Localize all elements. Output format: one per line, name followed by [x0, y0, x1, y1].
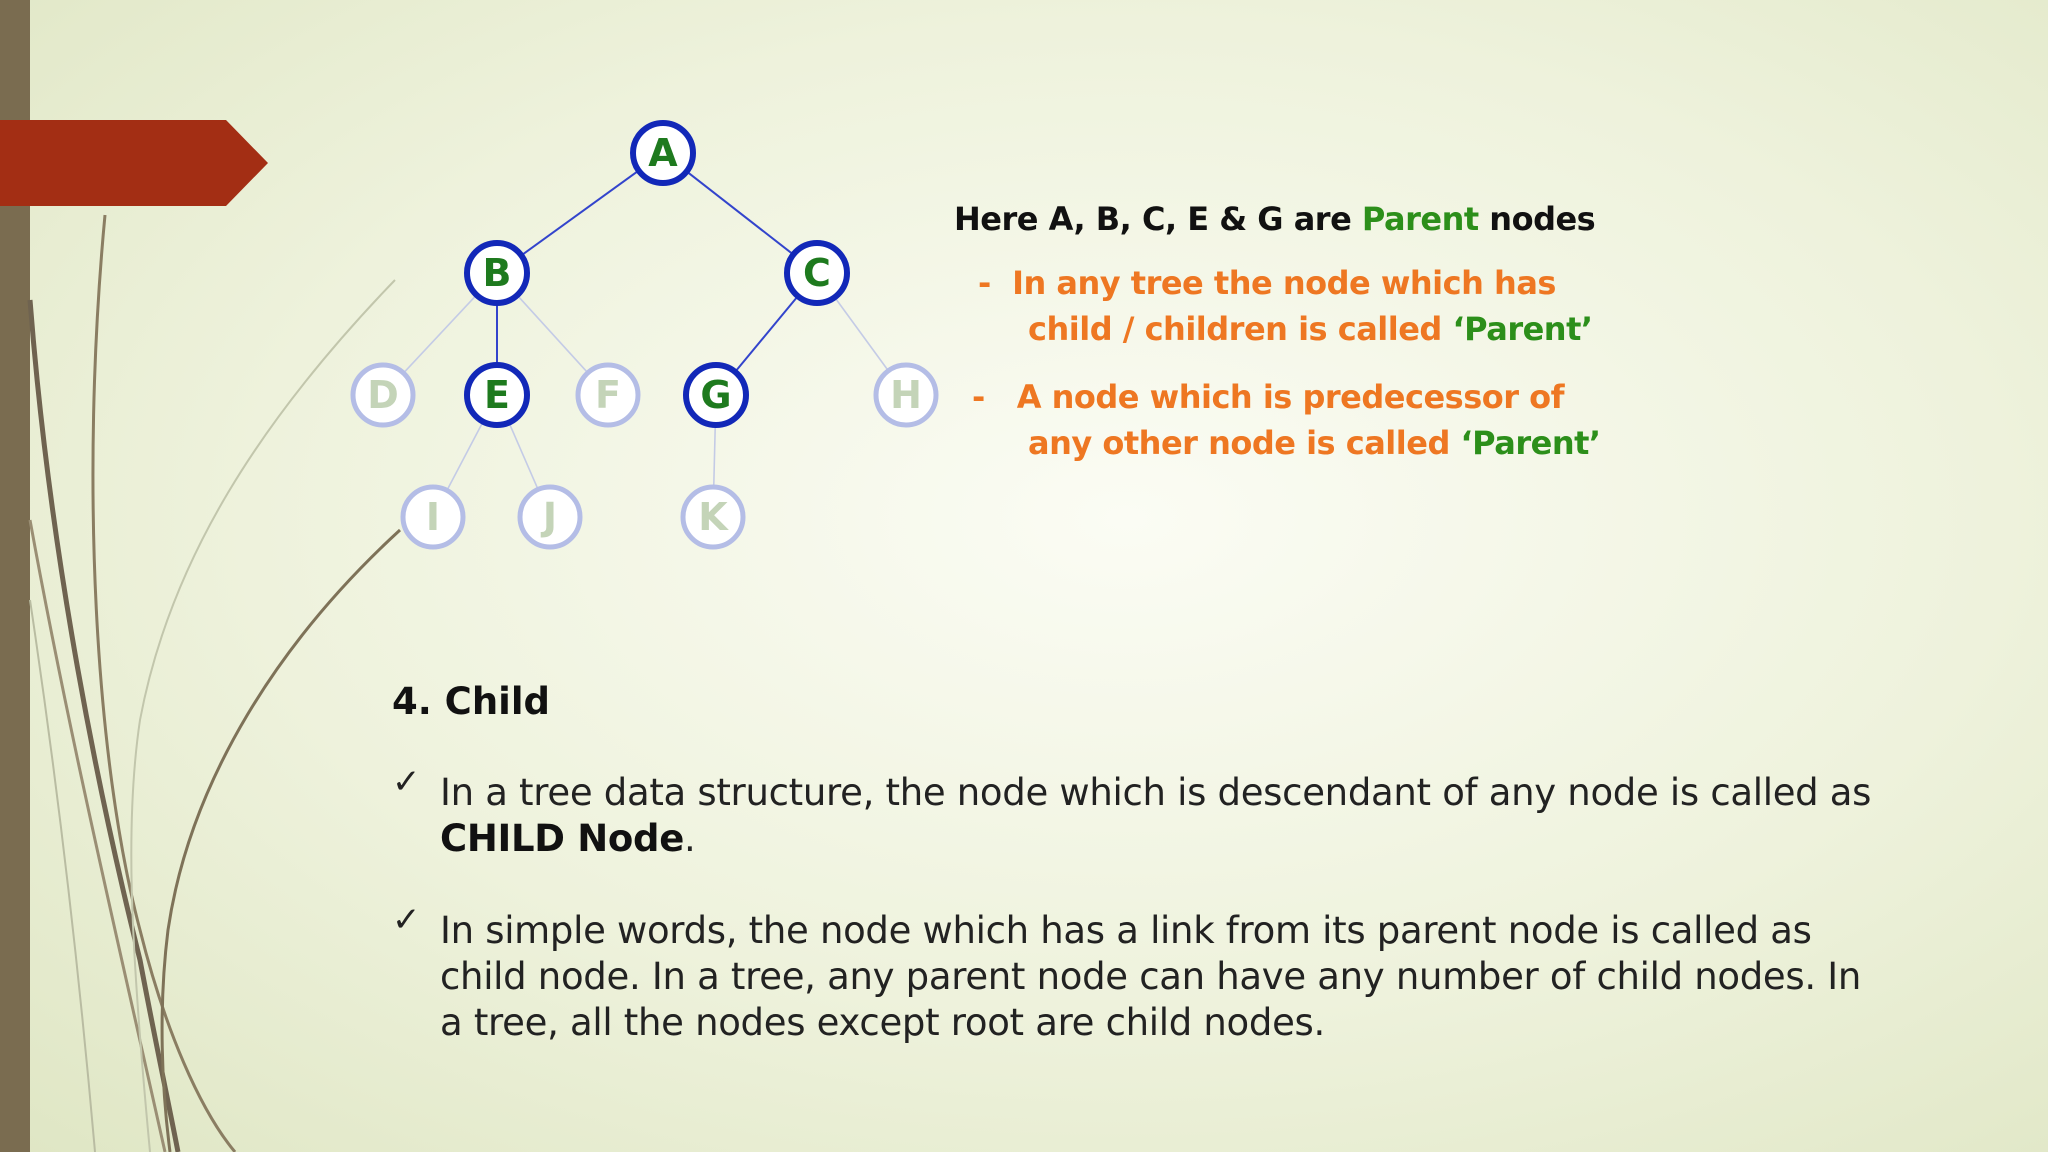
- point1-bold: CHILD Node: [440, 817, 685, 860]
- tree-node-label: E: [484, 373, 510, 417]
- point2-text: In simple words, the node which has a link from its parent node is called as child node. In a tree, any parent node can have any number of child nodes. In a tree, all the nodes except root are child nodes.: [440, 909, 1862, 1044]
- tree-node-c: [787, 243, 847, 303]
- point1-end: .: [684, 817, 696, 860]
- tree-edge-a-b: [521, 171, 638, 256]
- tree-edge-b-d: [403, 295, 476, 373]
- tree-node-j: [520, 487, 580, 547]
- bullet1-line1: [978, 260, 1654, 306]
- tree-edge-e-i: [447, 422, 483, 491]
- tree-node-label: J: [542, 495, 558, 539]
- point1-body: In a tree data structure, the node which is descendant of any node is called as: [440, 771, 1872, 814]
- bullet2-dash: -: [972, 378, 985, 416]
- tree-node-label: G: [700, 373, 732, 417]
- tree-node-label: F: [595, 373, 621, 417]
- bullet1-line1-text: In any tree the node which has: [1012, 264, 1556, 302]
- caption-heading-suffix: nodes: [1478, 200, 1596, 238]
- tree-node-label: A: [648, 131, 678, 175]
- tree-node-label: B: [482, 251, 512, 295]
- tree-node-label: H: [890, 373, 922, 417]
- tree-edge-e-j: [509, 423, 538, 490]
- checkmark-icon: ✓: [392, 762, 421, 802]
- tree-edges: [403, 171, 888, 491]
- tree-node-f: [578, 365, 638, 425]
- tree-node-label: C: [803, 251, 831, 295]
- tree-node-h: [876, 365, 936, 425]
- caption-bullet-2: [954, 374, 1654, 466]
- tree-edge-c-g: [735, 296, 798, 372]
- tree-node-g: [686, 365, 746, 425]
- bullet1-highlight: ‘Parent’: [1452, 310, 1593, 348]
- bullet2-line2: [972, 420, 1654, 466]
- bullet2-line1-text: A node which is predecessor of: [1016, 378, 1565, 416]
- bullet2-highlight: ‘Parent’: [1460, 424, 1601, 462]
- tree-node-label: D: [367, 373, 399, 417]
- parent-caption: [954, 200, 1654, 466]
- caption-heading-highlight: Parent: [1361, 200, 1479, 238]
- tree-edge-g-k: [714, 425, 716, 487]
- caption-heading: [954, 200, 1654, 238]
- child-point-2: [392, 900, 1892, 1046]
- tree-node-d: [353, 365, 413, 425]
- tree-node-b: [467, 243, 527, 303]
- tree-node-label: I: [425, 495, 441, 539]
- tree-edge-b-f: [517, 295, 588, 373]
- bullet2-line1: [972, 374, 1654, 420]
- checkmark-icon: ✓: [392, 900, 421, 940]
- caption-heading-prefix: Here A, B, C, E & G are: [954, 200, 1362, 238]
- tree-edge-a-c: [687, 171, 794, 254]
- tree-node-label: K: [698, 495, 728, 539]
- caption-bullet-1: [954, 260, 1654, 352]
- tree-nodes: [353, 123, 936, 547]
- tree-node-a: [633, 123, 693, 183]
- section-title: 4. Child: [392, 680, 551, 723]
- point1-text: [440, 770, 1892, 862]
- child-point-1: [392, 762, 1892, 862]
- bullet1-line2: [978, 306, 1654, 352]
- tree-node-i: [403, 487, 463, 547]
- tree-edge-c-h: [835, 297, 889, 371]
- bullet2-line2-text: any other node is called: [1028, 424, 1461, 462]
- tree-node-e: [467, 365, 527, 425]
- bullet1-line2-text: child / children is called: [1028, 310, 1453, 348]
- bullet1-dash: -: [978, 264, 991, 302]
- tree-node-k: [683, 487, 743, 547]
